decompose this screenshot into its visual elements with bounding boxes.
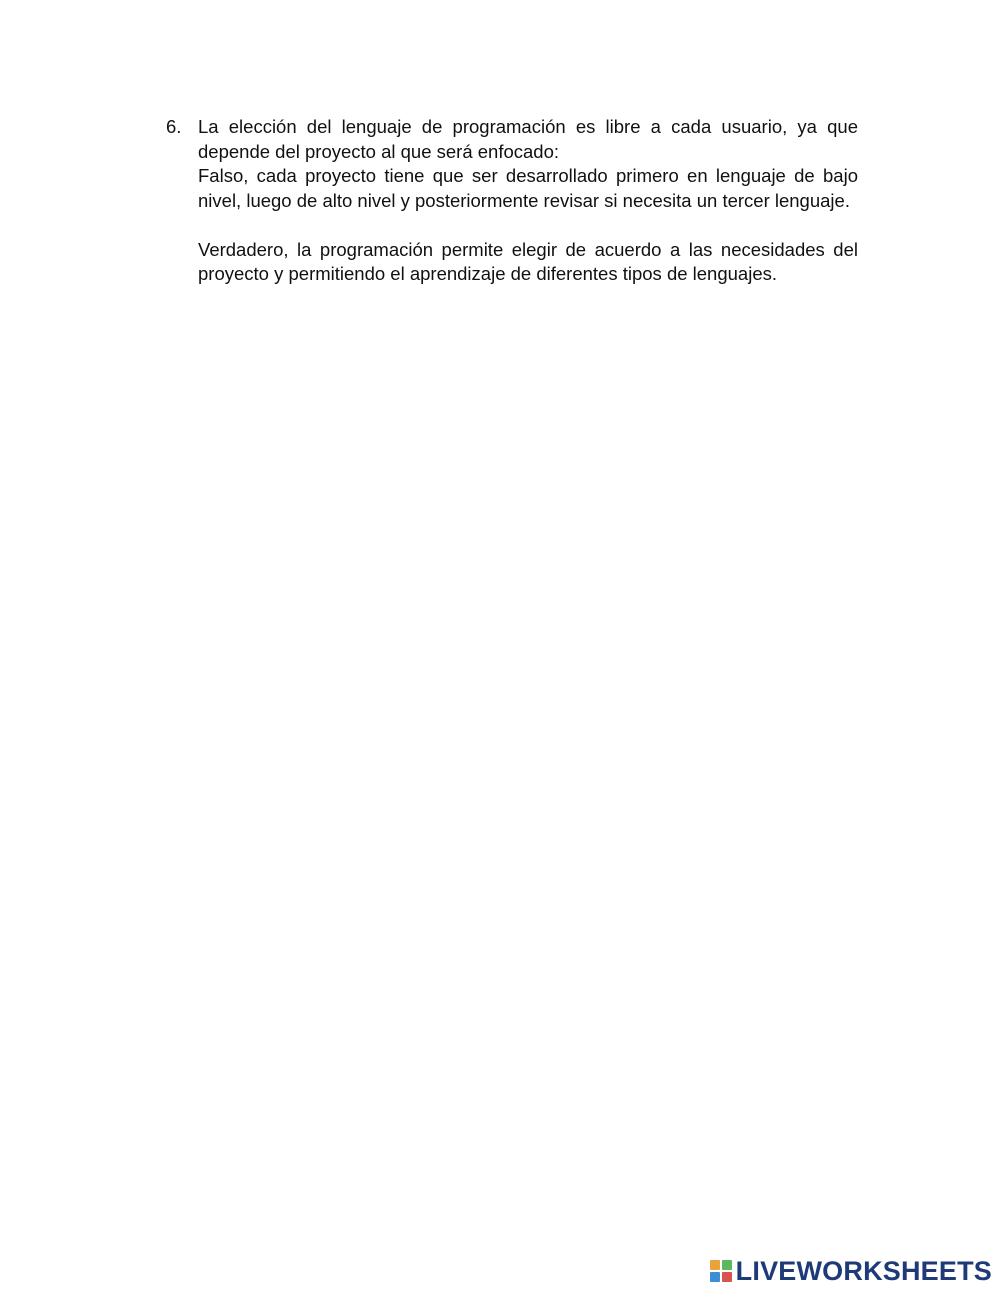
answer-option-verdadero[interactable]: Verdadero, la programación permite elegir de acuerdo a las necesidades del proyecto y permitiendo el aprendizaje de diferentes tipos de lenguajes.	[198, 238, 858, 284]
logo-tile-v	[710, 1272, 720, 1282]
logo-tile-l	[710, 1260, 720, 1270]
question-6	[166, 115, 858, 287]
liveworksheets-logo	[710, 1257, 992, 1285]
logo-tile-i	[722, 1260, 732, 1270]
logo-tile-e	[722, 1272, 732, 1282]
brand-name: LIVEWORKSHEETS	[735, 1256, 992, 1286]
answer-option-falso[interactable]: Falso, cada proyecto tiene que ser desarrollado primero en lenguaje de bajo nivel, luego de alto nivel y posteriormente revisar si necesita un tercer lenguaje.	[198, 165, 858, 211]
question-number: 6.	[166, 116, 182, 137]
question-prompt: La elección del lenguaje de programación es libre a cada usuario, ya que depende del proyecto al que será enfocado:	[198, 116, 858, 162]
question-body	[198, 115, 858, 287]
liveworksheets-icon	[710, 1260, 732, 1282]
